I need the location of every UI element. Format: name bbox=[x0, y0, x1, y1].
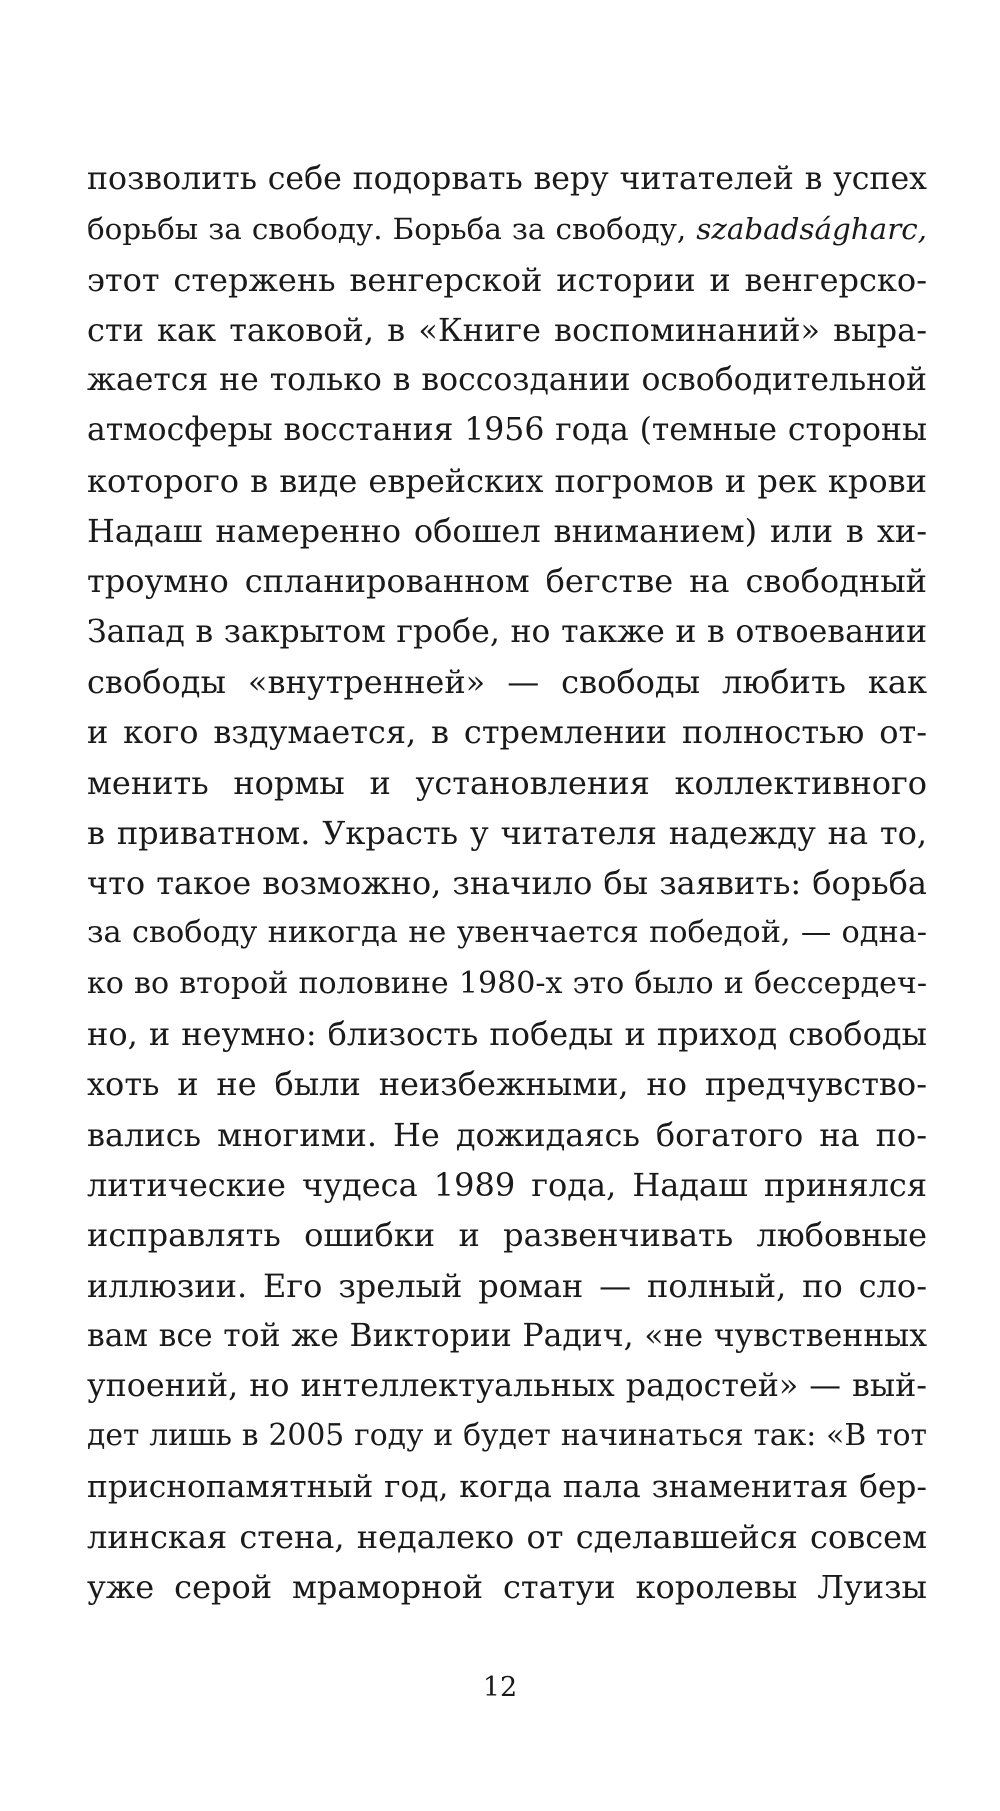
text-line: упоений, но интеллектуальных радостей» — вый- bbox=[87, 1368, 927, 1405]
text-line bbox=[87, 204, 927, 254]
text-line: хоть и не были неизбежными, но предчувство- bbox=[87, 1065, 927, 1104]
text-line: за свободу никогда не увенчается победой, — одна- bbox=[87, 915, 927, 951]
text-line: вались многими. Не дожидаясь богатого на по- bbox=[87, 1115, 927, 1154]
text-line: менить нормы и установления коллективного bbox=[87, 763, 927, 802]
text-line: Запад в закрытом гробе, но также и в отвоевании bbox=[87, 613, 927, 650]
text-line: что такое возможно, значило бы заявить: борьба bbox=[87, 864, 927, 903]
text-line-main: борьбы за свободу. Борьба за свободу, bbox=[87, 212, 687, 247]
text-line: литические чудеса 1989 года, Надаш принялся bbox=[87, 1165, 927, 1204]
text-line: и кого вздумается, в стремлении полностью от- bbox=[87, 713, 927, 752]
text-line: Надаш намеренно обошел вниманием) или в хи- bbox=[87, 512, 927, 551]
page-number: 12 bbox=[482, 1672, 518, 1703]
text-line: свободы «внутренней» — свободы любить как bbox=[87, 662, 927, 701]
text-line: которого в виде еврейских погромов и рек крови bbox=[87, 461, 927, 500]
text-line: вам все той же Виктории Радич, «не чувственных bbox=[87, 1317, 927, 1354]
text-line: уже серой мраморной статуи королевы Луизы bbox=[87, 1568, 927, 1607]
text-line: этот стержень венгерской истории и венгерско- bbox=[87, 260, 927, 299]
italic-word: szabadságharc, bbox=[696, 212, 927, 247]
text-line: атмосферы восстания 1956 года (темные стороны bbox=[87, 412, 927, 449]
text-line: но, и неумно: близость победы и приход свободы bbox=[87, 1015, 927, 1054]
text-line: приснопамятный год, когда пала знаменитая бер- bbox=[87, 1468, 927, 1505]
body-text bbox=[87, 154, 927, 1613]
text-line: троумно спланированном бегстве на свободный bbox=[87, 562, 927, 601]
text-line: сти как таковой, в «Книге воспоминаний» выра- bbox=[87, 310, 927, 349]
text-line: ко во второй половине 1980-х это было и бессердеч- bbox=[87, 965, 927, 1001]
text-line: исправлять ошибки и развенчивать любовные bbox=[87, 1216, 927, 1255]
text-line: линская стена, недалеко от сделавшейся совсем bbox=[87, 1518, 927, 1557]
text-line: позволить себе подорвать веру читателей в успех bbox=[87, 161, 927, 197]
text-line: иллюзии. Его зрелый роман — полный, по сло- bbox=[87, 1266, 927, 1305]
text-line: дет лишь в 2005 году и будет начинаться так: «В тот bbox=[87, 1418, 927, 1454]
text-line: жается не только в воссоздании освободительной bbox=[87, 362, 927, 399]
text-line: в приватном. Украсть у читателя надежду на то, bbox=[87, 813, 927, 852]
